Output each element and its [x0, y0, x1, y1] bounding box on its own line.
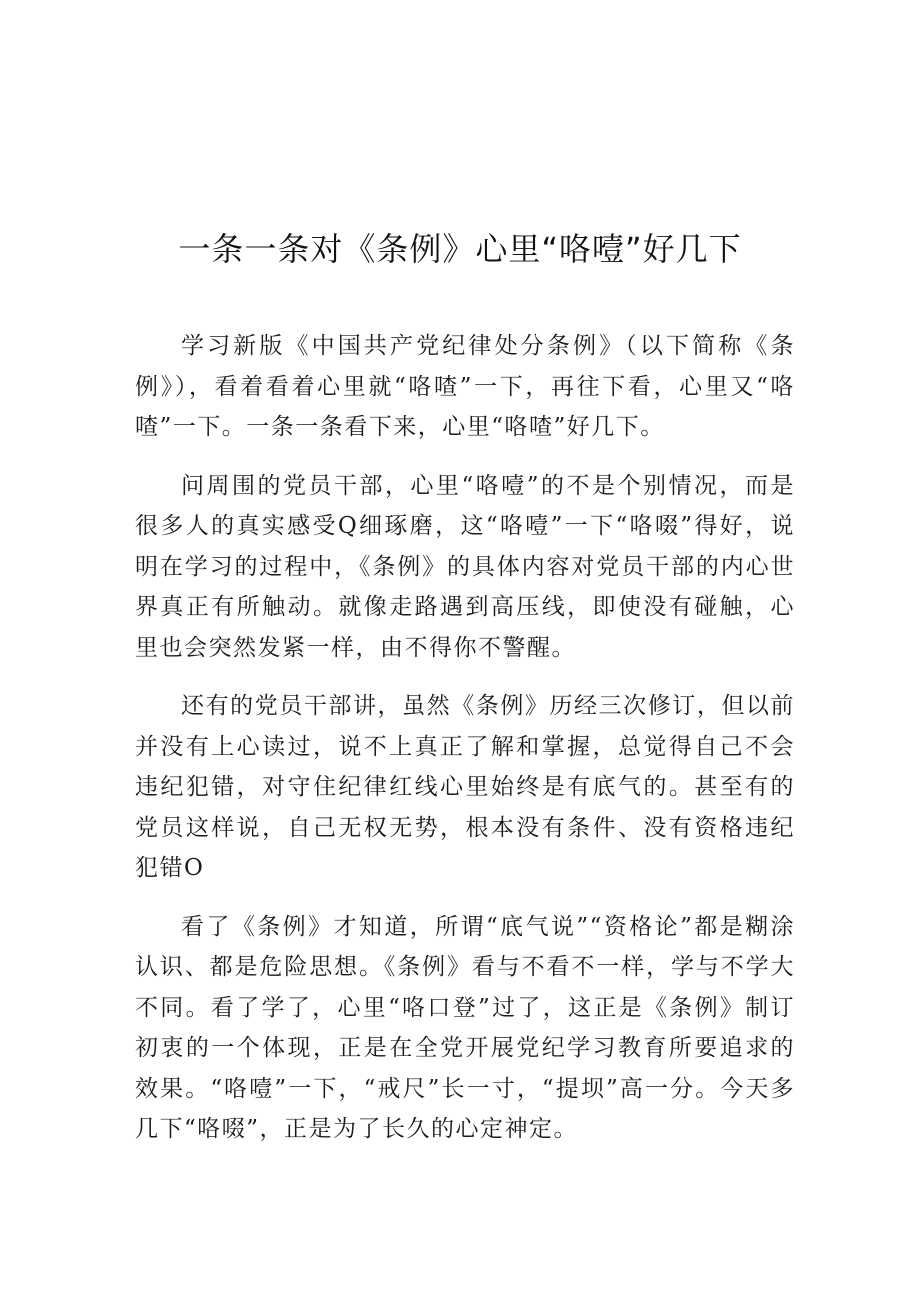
- page-title: 一条一条对《条例》心里“咯噎”好几下: [178, 230, 742, 268]
- paragraph-1: 学习新版《中国共产党纪律处分条例》（以下简称《条例》），看着看着心里就“咯喳”一下，再往下看，心里又“咯喳”一下。一条一条看下来，心里“咯喳”好几下。: [135, 333, 795, 440]
- paragraph-4: 看了《条例》才知道，所谓“底气说”“资格论”都是糊涂认识、都是危险思想。《条例》看与不看不一样，学与不学大不同。看了学了，心里“咯口登”过了，这正是《条例》制订初衷的一个体现，正是在全党开展党纪学习教育所要追求的效果。“咯噎”一下，“戒尺”长一寸，“提坝”高一分。今天多几下“咯啜”，正是为了长久的心定神定。: [135, 913, 795, 1142]
- article-body: [135, 326, 795, 1168]
- paragraph-3: 还有的党员干部讲，虽然《条例》历经三次修订，但以前并没有上心读过，说不上真正了解和掌握，总觉得自己不会违纪犯错，对守住纪律红线心里始终是有底气的。甚至有的党员这样说，自己无权无势，根本没有条件、没有资格违纪犯错O: [135, 693, 795, 881]
- paragraph-2: 问周围的党员干部，心里“咯噎”的不是个别情况，而是很多人的真实感受Q细琢磨，这“咯噎”一下“咯啜”得好，说明在学习的过程中，《条例》的具体内容对党员干部的内心世界真正有所触动。就像走路遇到高压线，即使没有碰触，心里也会突然发紧一样，由不得你不警醒。: [135, 472, 795, 661]
